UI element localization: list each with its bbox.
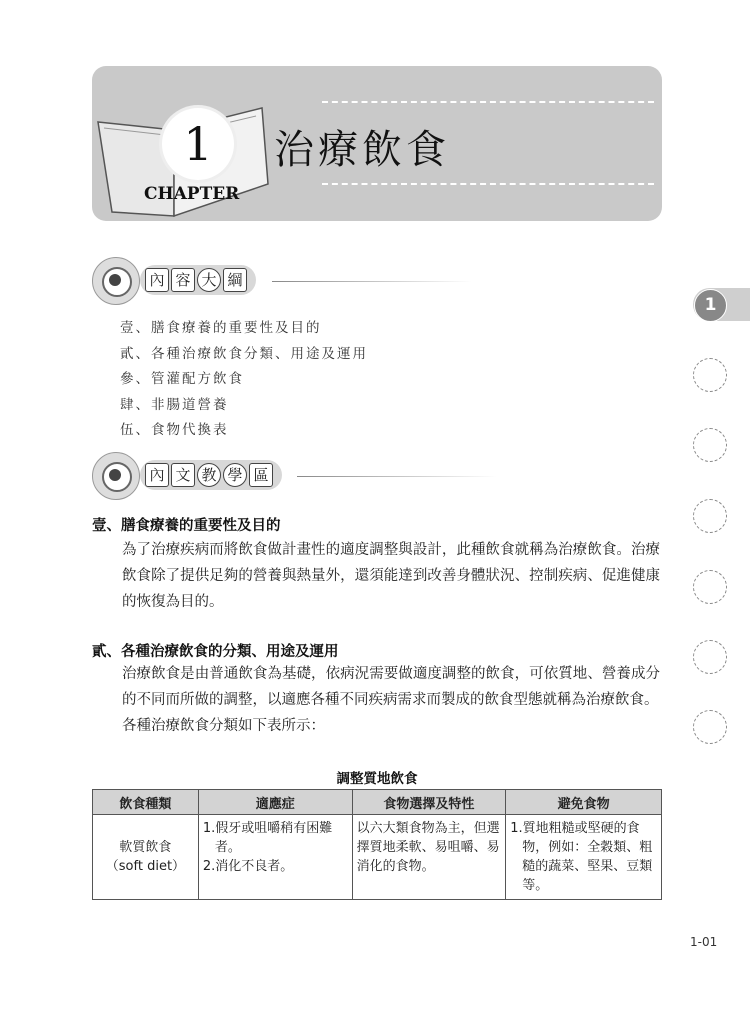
header-dash-line [322,101,654,103]
selection-cell: 以六大類食物為主，但選擇質地柔軟、易咀嚼、易消化的食物。 [352,815,506,900]
target-icon [92,452,140,500]
chapter-label: CHAPTER [144,184,240,204]
page-number: 1-01 [690,935,718,949]
outline-item: 壹、膳食療養的重要性及目的 [120,320,322,336]
outline-item: 伍、食物代換表 [120,422,229,438]
diet-type-en: （soft diet） [105,859,186,874]
paragraph-text: 治療飲食是由普通飲食為基礎，依病況需要做適度調整的飲食，可依質地、營養成分的不同而所做的調整，以適應各種不同疾病需求而製成的飲食型態就稱為治療飲食。 [122,666,660,708]
section-paragraph [92,537,660,615]
outline-item: 肆、非腸道營養 [120,396,229,413]
section-heading: 貳、各種治療飲食的分類、用途及運用 [92,644,339,660]
outline-banner-title [140,265,256,295]
avoid-cell [506,815,662,900]
chapter-tab[interactable] [693,358,727,392]
header-dash-line [322,183,654,185]
content-banner-title [140,460,282,490]
diet-type-cell [93,815,199,900]
chapter-tab[interactable] [693,428,727,462]
paragraph-text: 為了治療疾病而將飲食做計畫性的適度調整與設計，此種飲食就稱為治療飲食。治療飲食除了提供足夠的營養與熱量外，還須能達到改善身體狀況、控制疾病、促進健康的恢復為目的。 [122,542,660,610]
chapter-title: 治療飲食 [274,127,450,173]
banner-char: 教 [197,463,221,487]
indication-item: 2.消化不良者。 [202,859,294,874]
outline-list [120,316,368,444]
section-heading: 壹、膳食療養的重要性及目的 [92,518,281,534]
banner-rule [297,476,497,477]
target-icon [92,257,140,305]
indications-cell [198,815,352,900]
table-caption: 調整質地飲食 [336,771,418,787]
chapter-tab[interactable] [693,570,727,604]
column-header: 飲食種類 [93,790,199,815]
chapter-tab[interactable] [693,499,727,533]
chapter-tab[interactable] [693,710,727,744]
avoid-item: 1.質地粗糙或堅硬的食物，例如：全穀類、粗糙的蔬菜、堅果、豆類等。 [510,821,653,893]
column-header: 避免食物 [506,790,662,815]
column-header: 食物選擇及特性 [352,790,506,815]
banner-char: 大 [197,268,221,292]
banner-char: 內 [145,268,169,292]
column-header: 適應症 [198,790,352,815]
indication-item: 1.假牙或咀嚼稍有困難者。 [202,821,333,855]
banner-char: 區 [249,463,273,487]
banner-char: 容 [171,268,195,292]
outline-item: 參、管灌配方飲食 [120,371,244,387]
banner-char: 學 [223,463,247,487]
chapter-tab[interactable] [693,640,727,674]
chapter-tab-number[interactable]: 1 [694,289,727,322]
chapter-number: 1 [162,108,234,180]
banner-char: 綱 [223,268,247,292]
diet-table [92,789,662,900]
outline-item: 貳、各種治療飲食分類、用途及運用 [120,345,368,362]
paragraph-text: 各種治療飲食分類如下表所示： [122,718,325,734]
section-paragraph [92,661,660,739]
banner-char: 內 [145,463,169,487]
table-row [93,815,662,900]
banner-char: 文 [171,463,195,487]
table-header-row [93,790,662,815]
banner-rule [272,281,472,282]
diet-type: 軟質飲食 [119,840,172,855]
